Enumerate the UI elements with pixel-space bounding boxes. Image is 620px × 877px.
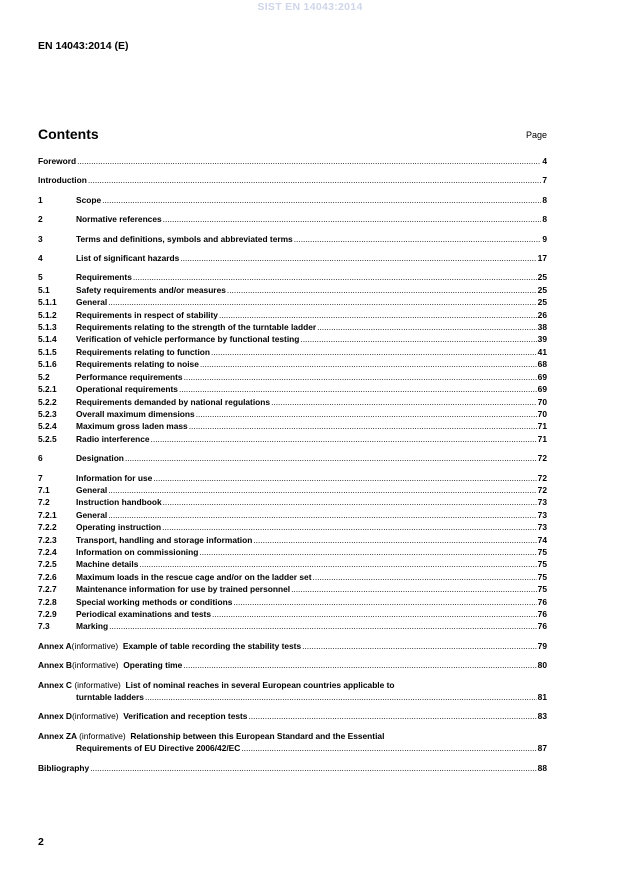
toc-annex-entry[interactable] [38, 730, 547, 755]
bibliography-page: 88 [537, 762, 547, 773]
annex-continuation-line [38, 742, 547, 754]
toc-entry-title: Maximum gross laden mass [76, 421, 188, 432]
toc-entry[interactable] [38, 608, 547, 620]
toc-entry-page: 73 [537, 497, 547, 508]
toc-entry-title: Verification of vehicle performance by functional testing [76, 334, 300, 345]
toc-entry-page: 71 [537, 433, 547, 444]
toc-entry[interactable] [38, 358, 547, 370]
toc-entry-number: 4 [38, 253, 43, 264]
toc-entry-page: 39 [537, 334, 547, 345]
toc-entry-number: 5.2.3 [38, 408, 57, 419]
toc-annex-entry[interactable] [38, 679, 547, 704]
toc-entry-page: 4 [542, 156, 547, 166]
annex-page: 79 [537, 640, 547, 651]
toc-entry[interactable] [38, 155, 547, 167]
toc-entry-title: Performance requirements [76, 371, 183, 382]
toc-entry[interactable] [38, 509, 547, 521]
toc-entry-page: 75 [537, 559, 547, 570]
toc-entry-title: General [76, 297, 108, 308]
toc-entry[interactable] [38, 396, 547, 408]
dot-leader [241, 742, 536, 754]
toc-entry-page: 73 [537, 509, 547, 520]
toc-entry-page: 8 [542, 194, 547, 205]
toc-entry-number: 7.2 [38, 497, 50, 508]
toc-entry-title: Information on commissioning [76, 546, 199, 557]
page-column-label: Page [525, 130, 547, 140]
toc-entry-number: 7 [38, 472, 43, 483]
toc-entry-number: 5 [38, 272, 43, 283]
toc-entry-page: 69 [537, 371, 547, 382]
dot-leader [212, 608, 537, 620]
annex-page: 87 [537, 743, 547, 754]
toc-entry-number: 7.2.4 [38, 546, 57, 557]
toc-entry[interactable] [38, 174, 547, 186]
toc-entry-number: 5.1 [38, 284, 50, 295]
toc-entry[interactable] [38, 534, 547, 546]
toc-entry-page: 73 [537, 522, 547, 533]
dot-leader [313, 571, 537, 583]
toc-entry-number: 7.2.6 [38, 571, 57, 582]
toc-entry-title: Information for use [76, 472, 153, 483]
toc-entry-title: Radio interference [76, 433, 150, 444]
toc-entry-title: Requirements in respect of stability [76, 309, 218, 320]
toc-entry-number: 5.2 [38, 371, 50, 382]
toc-entry-page: 75 [537, 584, 547, 595]
toc-entry[interactable] [38, 472, 547, 484]
dot-leader [189, 420, 537, 432]
toc-entry-page: 9 [542, 233, 547, 244]
toc-entry[interactable] [38, 213, 547, 225]
toc-entry-number: 7.2.8 [38, 596, 57, 607]
toc-entry[interactable] [38, 408, 547, 420]
toc-entry[interactable] [38, 309, 547, 321]
toc-entry-title: Introduction [38, 175, 87, 186]
annex-label: Annex B [38, 660, 72, 671]
dot-leader [196, 408, 537, 420]
table-of-contents [38, 155, 547, 774]
dot-leader [300, 333, 536, 345]
annex-type: (informative) [74, 679, 121, 690]
toc-entry-page: 38 [537, 322, 547, 333]
toc-entry-title: Requirements [76, 272, 132, 283]
toc-entry-number: 5.1.5 [38, 346, 57, 357]
toc-entry-page: 72 [537, 484, 547, 495]
bibliography-title: Bibliography [38, 762, 90, 773]
toc-entry-title: Transport, handling and storage information [76, 534, 253, 545]
toc-entry-title: Foreword [38, 156, 77, 166]
dot-leader [248, 710, 536, 722]
toc-entry[interactable] [38, 521, 547, 533]
dot-leader [200, 358, 537, 370]
dot-leader [88, 174, 541, 186]
annex-first-line [38, 679, 547, 691]
contents-heading: Contents [38, 126, 99, 142]
toc-entry-number: 5.2.1 [38, 384, 57, 395]
toc-entry-page: 76 [537, 621, 547, 632]
toc-entry-page: 69 [537, 384, 547, 395]
toc-entry-page: 72 [537, 472, 547, 483]
annex-label: Annex ZA [38, 730, 77, 741]
page-number: 2 [38, 836, 44, 848]
toc-entry[interactable] [38, 194, 547, 206]
watermark: SIST EN 14043:2014 [257, 1, 363, 13]
toc-entry-title: General [76, 509, 108, 520]
toc-entry-number: 7.2.5 [38, 559, 57, 570]
dot-leader [108, 296, 536, 308]
dot-leader [219, 309, 537, 321]
toc-entry[interactable] [38, 284, 547, 296]
toc-entry-page: 8 [542, 214, 547, 225]
dot-leader [77, 155, 541, 167]
annex-title: List of nominal reaches in several European countries applicable to [125, 679, 395, 690]
toc-entry-page: 76 [537, 609, 547, 619]
dot-leader [139, 558, 536, 570]
toc-entry-number: 5.1.3 [38, 322, 57, 333]
toc-entry-title: Periodical examinations and tests [76, 609, 211, 619]
dot-leader [109, 620, 537, 632]
dot-leader [145, 691, 537, 703]
toc-entry-title: Operating instruction [76, 522, 162, 533]
dot-leader [183, 659, 536, 671]
dot-leader [199, 546, 536, 558]
annex-type: (informative) [71, 711, 119, 722]
toc-entry[interactable] [38, 433, 547, 445]
toc-entry-number: 7.2.9 [38, 609, 57, 619]
annex-title-continuation: turntable ladders [76, 692, 144, 703]
dot-leader [163, 496, 537, 508]
toc-entry[interactable] [38, 271, 547, 283]
toc-entry-number: 5.1.2 [38, 309, 57, 320]
toc-entry-number: 7.2.1 [38, 509, 57, 520]
annex-title: Example of table recording the stability tests [122, 640, 302, 651]
dot-leader [163, 213, 542, 225]
toc-entry-number: 2 [38, 214, 43, 225]
toc-entry-title: Special working methods or conditions [76, 596, 233, 607]
toc-entry[interactable] [38, 484, 547, 496]
toc-entry-number: 5.1.6 [38, 359, 57, 370]
toc-entry-title: Requirements relating to function [76, 346, 211, 357]
annex-continuation-line [38, 691, 547, 703]
toc-annex-entry[interactable] [38, 710, 547, 722]
toc-entry-page: 26 [537, 309, 547, 320]
toc-entry[interactable] [38, 558, 547, 570]
toc-entry[interactable] [38, 233, 547, 245]
toc-entry-page: 25 [537, 297, 547, 308]
toc-entry-title: Terms and definitions, symbols and abbreviated terms [76, 233, 293, 244]
toc-entry-number: 3 [38, 233, 43, 244]
toc-entry-title: Machine details [76, 559, 139, 570]
toc-entry-title: Normative references [76, 214, 162, 225]
toc-entry-page: 7 [542, 175, 547, 186]
toc-entry-page: 25 [537, 272, 547, 283]
toc-entry-page: 41 [537, 346, 547, 357]
toc-entry-title: Operational requirements [76, 384, 178, 395]
annex-line [38, 710, 547, 722]
toc-entry-number: 7.1 [38, 484, 50, 495]
toc-entry-title: Designation [76, 453, 124, 464]
dot-leader [102, 194, 541, 206]
toc-entry-number: 7.2.2 [38, 522, 57, 533]
dot-leader [211, 346, 537, 358]
dot-leader [153, 472, 536, 484]
toc-entry[interactable] [38, 420, 547, 432]
toc-entry[interactable] [38, 452, 547, 464]
toc-entry-title: General [76, 484, 108, 495]
toc-entry-number: 7.2.3 [38, 534, 57, 545]
dot-leader [294, 233, 542, 245]
annex-label: Annex C [38, 679, 72, 690]
dot-leader [253, 534, 536, 546]
toc-entry-page: 68 [537, 359, 547, 370]
annex-title-continuation: Requirements of EU Directive 2006/42/EC [76, 743, 241, 754]
toc-entry-page: 75 [537, 546, 547, 557]
toc-entry-number: 1 [38, 194, 43, 205]
toc-entry-page: 74 [537, 534, 547, 545]
toc-entry-page: 70 [537, 408, 547, 419]
toc-entry-number: 5.2.2 [38, 396, 57, 407]
dot-leader [151, 433, 537, 445]
toc-entry-number: 5.1.1 [38, 297, 57, 308]
toc-entry[interactable] [38, 296, 547, 308]
dot-leader [302, 640, 537, 652]
annex-type: (informative) [71, 640, 119, 651]
toc-entry[interactable] [38, 321, 547, 333]
toc-entry-page: 75 [537, 571, 547, 582]
dot-leader [227, 284, 537, 296]
annex-title: Relationship between this European Standard and the Essential [130, 730, 385, 741]
toc-entry-page: 76 [537, 596, 547, 607]
toc-entry-title: Requirements demanded by national regulations [76, 396, 271, 407]
toc-entry[interactable] [38, 546, 547, 558]
dot-leader [108, 509, 536, 521]
toc-annex-entry[interactable] [38, 659, 547, 671]
dot-leader [90, 762, 536, 774]
annex-title: Operating time [123, 660, 183, 671]
dot-leader [162, 521, 537, 533]
dot-leader [233, 596, 536, 608]
annex-title: Verification and reception tests [123, 711, 248, 722]
toc-entry[interactable] [38, 596, 547, 608]
toc-entry[interactable] [38, 383, 547, 395]
annex-label: Annex D [38, 711, 72, 722]
toc-entry-number: 7.2.7 [38, 584, 57, 595]
toc-entry-title: Overall maximum dimensions [76, 408, 195, 419]
dot-leader [179, 383, 537, 395]
toc-entry[interactable] [38, 583, 547, 595]
annex-type: (informative) [79, 730, 126, 741]
dot-leader [291, 583, 537, 595]
toc-entry-title: Instruction handbook [76, 497, 162, 508]
toc-entry[interactable] [38, 371, 547, 383]
toc-entry-title: Marking [76, 621, 109, 632]
toc-entry-title: List of significant hazards [76, 253, 180, 264]
toc-entry-number: 5.2.4 [38, 421, 57, 432]
toc-entry-title: Maximum loads in the rescue cage and/or on the ladder set [76, 571, 312, 582]
dot-leader [108, 484, 536, 496]
toc-entry[interactable] [38, 496, 547, 508]
toc-entry-title: Maintenance information for use by trained personnel [76, 584, 291, 595]
toc-entry-page: 71 [537, 421, 547, 432]
toc-entry-number: 5.1.4 [38, 334, 57, 345]
annex-line [38, 640, 547, 652]
annex-page: 80 [537, 660, 547, 671]
annex-page: 81 [537, 692, 547, 703]
toc-entry-title: Safety requirements and/or measures [76, 284, 226, 295]
toc-entry-title: Requirements relating to noise [76, 359, 199, 370]
dot-leader [271, 396, 537, 408]
dot-leader [184, 371, 537, 383]
toc-entry-number: 6 [38, 453, 43, 464]
toc-entry[interactable] [38, 571, 547, 583]
toc-entry[interactable] [38, 620, 547, 632]
toc-entry[interactable] [38, 252, 547, 264]
annex-line [38, 659, 547, 671]
toc-entry-page: 70 [537, 396, 547, 407]
dot-leader [133, 271, 537, 283]
toc-entry-title: Requirements relating to the strength of the turntable ladder [76, 322, 317, 333]
toc-entry-page: 17 [537, 253, 547, 264]
toc-entry-number: 5.2.5 [38, 433, 57, 444]
document-id: EN 14043:2014 (E) [38, 40, 129, 52]
dot-leader [180, 252, 536, 264]
toc-bibliography[interactable] [38, 762, 547, 774]
toc-annex-entry[interactable] [38, 640, 547, 652]
toc-entry-number: 7.3 [38, 621, 50, 632]
toc-entry[interactable] [38, 346, 547, 358]
annex-first-line [38, 730, 547, 742]
toc-entry-page: 72 [537, 453, 547, 464]
annex-page: 83 [537, 711, 547, 722]
dot-leader [125, 452, 537, 464]
toc-entry[interactable] [38, 333, 547, 345]
annex-label: Annex A [38, 640, 72, 651]
annex-type: (informative) [71, 660, 119, 671]
dot-leader [317, 321, 537, 333]
toc-entry-title: Scope [76, 194, 102, 205]
toc-entry-page: 25 [537, 284, 547, 295]
